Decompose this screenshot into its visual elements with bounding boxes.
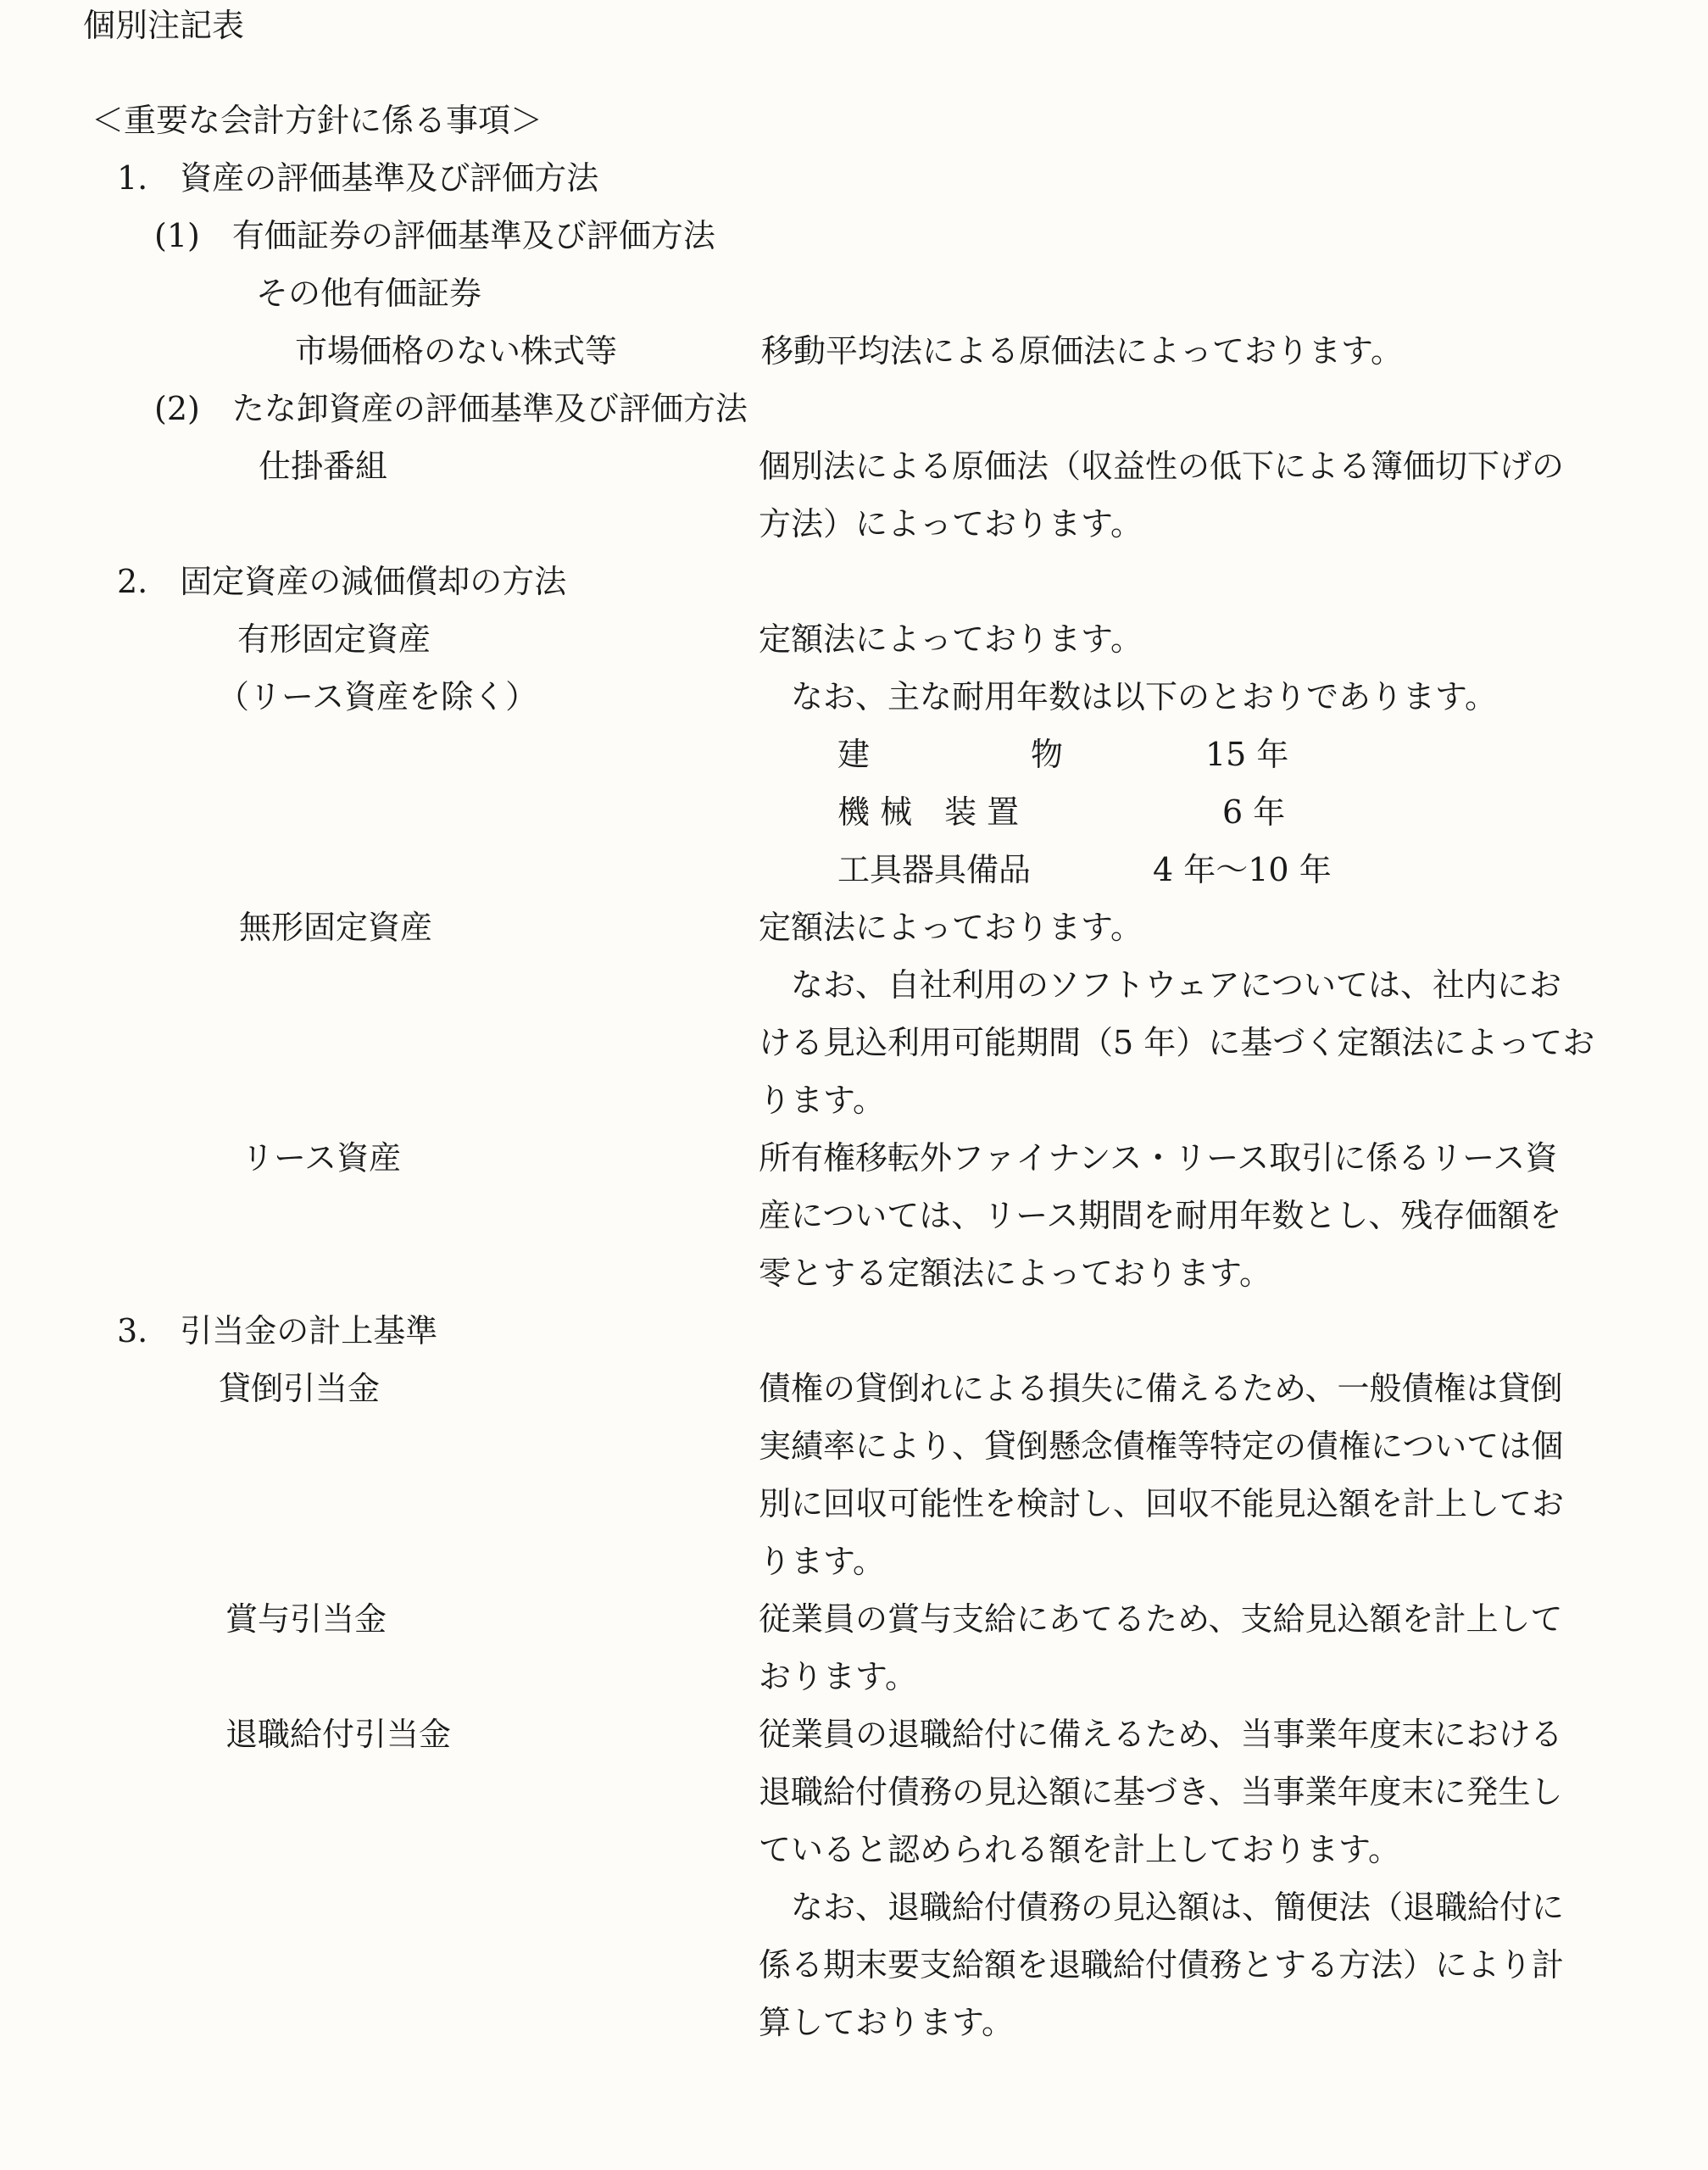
bonus-allowance-text — [759, 1590, 1562, 1705]
text-line: 別に回収可能性を検討し、回収不能見込額を計上してお — [759, 1485, 1565, 1522]
useful-life-years: 6 年 — [1222, 793, 1286, 831]
document-title: 個別注記表 — [83, 7, 245, 44]
text-line: 従業員の退職給付に備えるため、当事業年度末における — [759, 1716, 1563, 1753]
text-line: 個別法による原価法（収益性の低下による簿価切下げの — [759, 448, 1565, 485]
tangible-assets-note: （リース資産を除く） — [217, 678, 538, 715]
item1-sub2-heading: (2) たな卸資産の評価基準及び評価方法 — [154, 390, 748, 427]
tangible-assets-label: 有形固定資産 — [237, 620, 431, 658]
text-line: 定額法によっております。 — [759, 620, 1143, 658]
bad-debt-allowance-label: 貸倒引当金 — [219, 1370, 381, 1407]
text-line: 実績率により、貸倒懸念債権等特定の債権については個 — [759, 1427, 1564, 1465]
useful-life-name: 機 械 装 置 — [837, 793, 1020, 831]
retirement-allowance-label: 退職給付引当金 — [225, 1716, 452, 1753]
item1-sub1-heading: (1) 有価証券の評価基準及び評価方法 — [154, 217, 715, 254]
useful-life-years: 4 年～10 年 — [1153, 851, 1332, 888]
text-line: なお、自社利用のソフトウェアについては、社内にお — [759, 966, 1561, 1004]
lease-assets-text — [759, 1129, 1561, 1302]
item1-sub1-category: その他有価証券 — [256, 275, 482, 312]
text-line: 零とする定額法によっております。 — [759, 1255, 1271, 1292]
item1-sub1-item-label: 市場価格のない株式等 — [295, 332, 618, 370]
bad-debt-allowance-text — [759, 1360, 1564, 1590]
text-line: なお、退職給付債務の見込額は、簡便法（退職給付に — [759, 1889, 1565, 1926]
text-line: 従業員の賞与支給にあてるため、支給見込額を計上して — [759, 1600, 1563, 1638]
text-line: なお、主な耐用年数は以下のとおりであります。 — [759, 678, 1497, 715]
text-line: 算しております。 — [759, 2004, 1014, 2041]
text-line: 債権の貸倒れによる損失に備えるため、一般債権は貸倒 — [759, 1370, 1563, 1407]
tangible-assets-text — [759, 610, 1497, 726]
intangible-assets-label: 無形固定資産 — [239, 909, 433, 946]
retirement-allowance-text — [759, 1705, 1564, 2051]
item1-sub1-item-text: 移動平均法による原価法によっております。 — [761, 332, 1403, 370]
lease-assets-label: リース資産 — [242, 1139, 402, 1177]
text-line: 係る期末要支給額を退職給付債務とする方法）により計 — [759, 1946, 1565, 1984]
text-line: ける見込利用可能期間（5 年）に基づく定額法によってお — [759, 1024, 1595, 1061]
item2-heading: 2. 固定資産の減価償却の方法 — [117, 563, 567, 600]
section-heading: ＜重要な会計方針に係る事項＞ — [92, 102, 543, 139]
intangible-assets-text — [759, 899, 1594, 1129]
useful-life-years: 15 年 — [1205, 736, 1289, 773]
text-line: 方法）によっております。 — [759, 505, 1143, 542]
text-line: ていると認められる額を計上しております。 — [759, 1831, 1400, 1868]
text-line: 定額法によっております。 — [759, 909, 1143, 946]
text-line: 産については、リース期間を耐用年数とし、残存価額を — [759, 1197, 1562, 1234]
text-line: 所有権移転外ファイナンス・リース取引に係るリース資 — [759, 1139, 1558, 1177]
item1-heading: 1. 資産の評価基準及び評価方法 — [117, 159, 599, 197]
bonus-allowance-label: 賞与引当金 — [225, 1600, 387, 1638]
text-line: 退職給付債務の見込額に基づき、当事業年度末に発生し — [759, 1773, 1563, 1811]
item3-heading: 3. 引当金の計上基準 — [117, 1312, 438, 1349]
text-line: ります。 — [759, 1082, 885, 1119]
text-line: ります。 — [759, 1543, 885, 1580]
useful-life-name: 工具器具備品 — [837, 851, 1032, 888]
item1-sub2-item-text — [759, 437, 1564, 553]
useful-life-name: 建 物 — [837, 736, 1064, 773]
text-line: おります。 — [759, 1658, 917, 1695]
item1-sub2-item-label: 仕掛番組 — [259, 448, 388, 485]
